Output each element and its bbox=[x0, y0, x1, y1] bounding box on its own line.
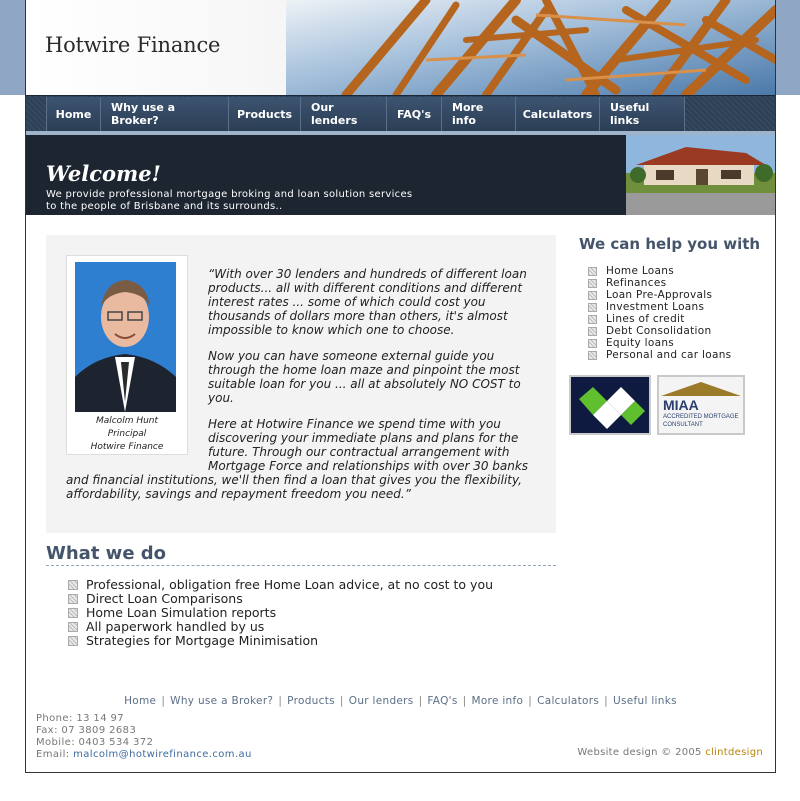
contact-details bbox=[36, 713, 252, 761]
contact-email-label: Email: bbox=[36, 749, 74, 760]
site-logo[interactable]: Hotwire Finance bbox=[45, 33, 221, 57]
design-credit-text: Website design © 2005 bbox=[577, 747, 706, 758]
nav-item-products[interactable]: Products bbox=[228, 97, 300, 131]
list-item-text: Home Loans bbox=[606, 265, 674, 277]
bullet-icon bbox=[588, 327, 597, 336]
contact-email-link[interactable]: malcolm@hotwirefinance.com.au bbox=[73, 749, 252, 760]
footer-link-why-use-a-broker[interactable]: Why use a Broker? bbox=[170, 695, 274, 707]
list-item bbox=[588, 301, 731, 313]
design-credit bbox=[577, 747, 763, 758]
help-heading: We can help you with bbox=[579, 235, 761, 253]
quote-paragraph-1: “With over 30 lenders and hundreds of different loan products... all with different conditions and different interest rates ... some of which could cost you thousands of dollars more than others, it's almost impossible to know which one to choose. bbox=[208, 267, 527, 337]
list-item-text: Refinances bbox=[606, 277, 667, 289]
bullet-icon bbox=[588, 315, 597, 324]
bullet-icon bbox=[588, 291, 597, 300]
bullet-icon bbox=[68, 636, 78, 646]
welcome-intro-line-1: We provide professional mortgage broking and loan solution services bbox=[46, 189, 413, 200]
page-container bbox=[25, 0, 776, 773]
miaa-badge[interactable] bbox=[657, 375, 745, 435]
quote-paragraph-3: Here at Hotwire Finance we spend time with you discovering your immediate plans and plans for the future. Through our contractual arrangement with Mortgage Force and relationships with over 30 banks and financial institutions, we'll then find a loan that gives you the flexibility, affordability, savings and repayment freedom you need.” bbox=[66, 417, 529, 501]
house-photo bbox=[626, 135, 775, 215]
footer-link-more-info[interactable]: More info bbox=[471, 695, 524, 707]
bullet-icon bbox=[588, 351, 597, 360]
contact-email-row bbox=[36, 749, 252, 761]
nav-item-why-use-a-broker[interactable]: Why use a Broker? bbox=[100, 97, 228, 131]
what-we-do-list bbox=[68, 578, 493, 648]
main-navigation bbox=[26, 95, 775, 131]
footer-link-home[interactable]: Home bbox=[124, 695, 157, 707]
bullet-icon bbox=[588, 279, 597, 288]
quote-paragraph-2: Now you can have someone external guide you through the home loan maze and pinpoint the most suitable loan for you ... all at absolutely NO COST to you. bbox=[208, 349, 521, 405]
principal-quote bbox=[66, 267, 536, 513]
bullet-icon bbox=[588, 303, 597, 312]
timber-frame-image bbox=[286, 0, 775, 95]
list-item bbox=[588, 277, 731, 289]
footer-link-our-lenders[interactable]: Our lenders bbox=[348, 695, 414, 707]
list-item bbox=[588, 265, 731, 277]
bullet-icon bbox=[68, 608, 78, 618]
bullet-icon bbox=[68, 622, 78, 632]
bullet-icon bbox=[68, 580, 78, 590]
principal-quote-box bbox=[46, 235, 556, 533]
list-item bbox=[588, 313, 731, 325]
checkmark-logo-icon bbox=[571, 377, 649, 433]
bullet-icon bbox=[68, 594, 78, 604]
contact-fax: Fax: 07 3809 2683 bbox=[36, 725, 137, 736]
list-item-text: Personal and car loans bbox=[606, 349, 732, 361]
welcome-intro-line-2: to the people of Brisbane and its surrounds.. bbox=[46, 201, 283, 212]
list-item bbox=[68, 592, 493, 606]
list-item-text: Professional, obligation free Home Loan advice, at no cost to you bbox=[86, 577, 494, 592]
welcome-title: Welcome! bbox=[46, 161, 161, 186]
list-item-text: Home Loan Simulation reports bbox=[86, 605, 277, 620]
footer-link-calculators[interactable]: Calculators bbox=[537, 695, 600, 707]
bullet-icon bbox=[588, 267, 597, 276]
list-item-text: Equity loans bbox=[606, 337, 675, 349]
list-item bbox=[588, 349, 731, 361]
footer-navigation: Home | Why use a Broker? | Products | Our lenders | FAQ's | More info | Calculators | Useful links bbox=[124, 695, 677, 707]
miaa-subtitle-2: CONSULTANT bbox=[663, 422, 703, 428]
welcome-banner bbox=[26, 135, 775, 215]
list-item bbox=[68, 620, 493, 634]
principal-role: Principal bbox=[107, 429, 147, 439]
site-header bbox=[26, 0, 775, 95]
nav-item-calculators[interactable]: Calculators bbox=[515, 97, 599, 131]
list-item bbox=[588, 289, 731, 301]
footer-link-products[interactable]: Products bbox=[287, 695, 335, 707]
list-item bbox=[68, 606, 493, 620]
miaa-subtitle-1: ACCREDITED MORTGAGE bbox=[663, 414, 739, 420]
nav-item-more-info[interactable]: More info bbox=[441, 97, 515, 131]
list-item bbox=[588, 337, 731, 349]
list-item-text: Lines of credit bbox=[606, 313, 685, 325]
list-item-text: Investment Loans bbox=[606, 301, 705, 313]
list-item-text: Debt Consolidation bbox=[606, 325, 712, 337]
list-item-text: Direct Loan Comparisons bbox=[86, 591, 243, 606]
bullet-icon bbox=[588, 339, 597, 348]
footer-link-useful-links[interactable]: Useful links bbox=[613, 695, 677, 707]
nav-item-home[interactable]: Home bbox=[46, 97, 100, 131]
nav-item-useful-links[interactable]: Useful links bbox=[599, 97, 685, 131]
list-item bbox=[68, 578, 493, 592]
miaa-title: MIAA bbox=[663, 397, 699, 413]
contact-mobile: Mobile: 0403 534 372 bbox=[36, 737, 154, 748]
list-item bbox=[588, 325, 731, 337]
principal-name: Malcolm Hunt bbox=[95, 416, 159, 426]
principal-company: Hotwire Finance bbox=[90, 442, 164, 452]
contact-phone: Phone: 13 14 97 bbox=[36, 713, 125, 724]
miaa-roof-icon bbox=[659, 380, 743, 398]
list-item-text: Loan Pre-Approvals bbox=[606, 289, 713, 301]
mortgage-force-logo[interactable] bbox=[569, 375, 651, 435]
list-item-text: All paperwork handled by us bbox=[86, 619, 265, 634]
nav-item-faqs[interactable]: FAQ's bbox=[386, 97, 441, 131]
help-list bbox=[588, 265, 731, 361]
list-item-text: Strategies for Mortgage Minimisation bbox=[86, 633, 319, 648]
list-item bbox=[68, 634, 493, 648]
nav-item-our-lenders[interactable]: Our lenders bbox=[300, 97, 386, 131]
design-credit-link[interactable]: clintdesign bbox=[705, 747, 763, 758]
what-we-do-heading: What we do bbox=[46, 543, 556, 566]
welcome-intro bbox=[46, 189, 466, 213]
footer-link-faqs[interactable]: FAQ's bbox=[427, 695, 458, 707]
